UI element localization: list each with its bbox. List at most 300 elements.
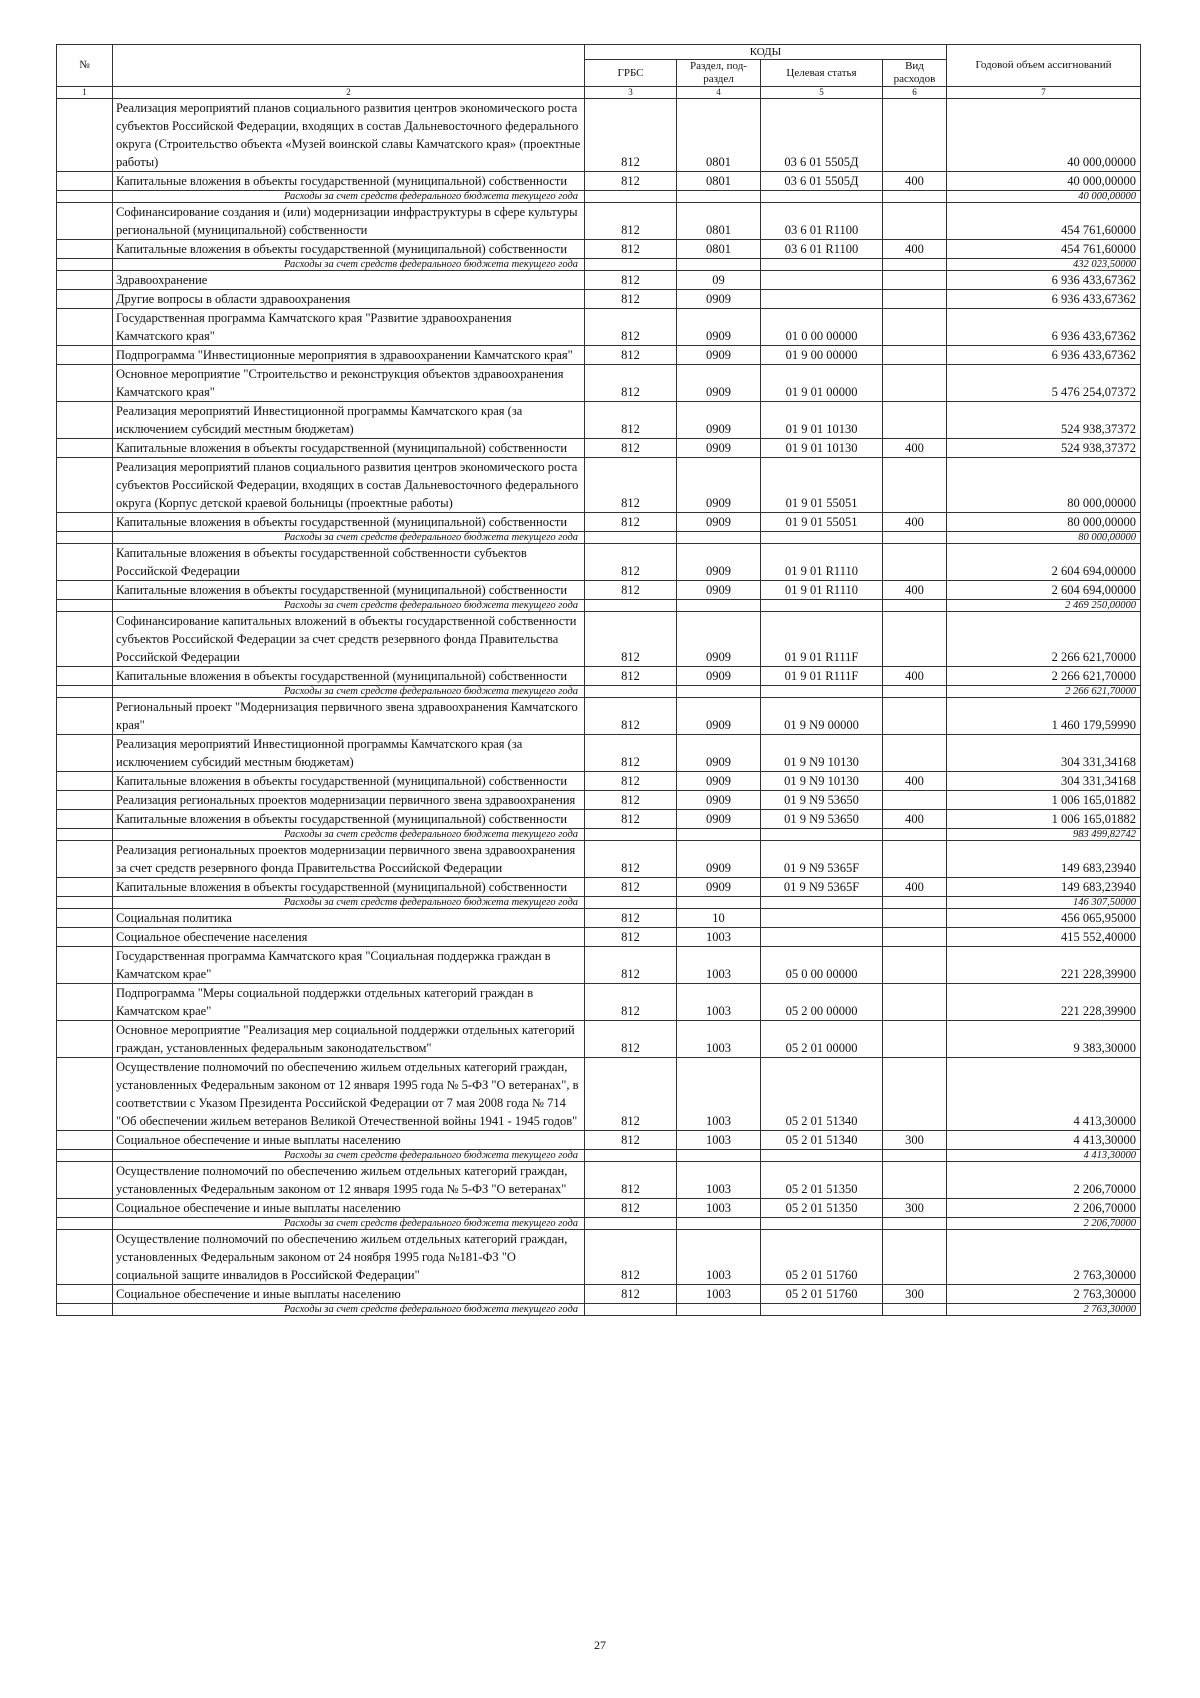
row-number-cell [57, 513, 113, 532]
row-name-cell: Софинансирование капитальных вложений в объекты государственной собственности субъектов Российской Федерации за счет средств резервного фонда Правительства Российской Федерации [113, 612, 585, 667]
row-number-cell [57, 686, 113, 698]
row-name-cell: Расходы за счет средств федерального бюджета текущего года [113, 829, 585, 841]
row-amount-cell: 2 763,30000 [947, 1285, 1141, 1304]
row-vid-cell [883, 99, 947, 172]
row-name-cell: Подпрограмма "Инвестиционные мероприятия в здравоохранении Камчатского края" [113, 346, 585, 365]
table-row [57, 1058, 1141, 1131]
row-razdel-cell [677, 686, 761, 698]
row-target-cell [761, 686, 883, 698]
row-vid-cell [883, 791, 947, 810]
row-vid-cell [883, 532, 947, 544]
table-row [57, 1021, 1141, 1058]
table-row [57, 612, 1141, 667]
row-amount-cell: 9 383,30000 [947, 1021, 1141, 1058]
row-number-cell [57, 878, 113, 897]
row-target-cell: 05 0 00 00000 [761, 947, 883, 984]
row-vid-cell [883, 365, 947, 402]
row-razdel-cell: 1003 [677, 1230, 761, 1285]
row-name-cell: Капитальные вложения в объекты государственной (муниципальной) собственности [113, 439, 585, 458]
row-grbs-cell: 812 [585, 791, 677, 810]
row-number-cell [57, 829, 113, 841]
row-grbs-cell: 812 [585, 878, 677, 897]
row-razdel-cell: 0909 [677, 513, 761, 532]
row-grbs-cell: 812 [585, 365, 677, 402]
row-vid-cell: 400 [883, 240, 947, 259]
row-grbs-cell [585, 1150, 677, 1162]
row-amount-cell: 2 266 621,70000 [947, 612, 1141, 667]
row-number-cell [57, 240, 113, 259]
row-vid-cell: 400 [883, 513, 947, 532]
row-grbs-cell: 812 [585, 1131, 677, 1150]
row-grbs-cell [585, 600, 677, 612]
row-razdel-cell: 0909 [677, 772, 761, 791]
row-grbs-cell: 812 [585, 947, 677, 984]
table-row [57, 513, 1141, 532]
row-razdel-cell: 0909 [677, 810, 761, 829]
row-razdel-cell [677, 897, 761, 909]
table-row [57, 1285, 1141, 1304]
row-amount-cell: 2 763,30000 [947, 1230, 1141, 1285]
row-amount-cell: 2 206,70000 [947, 1162, 1141, 1199]
federal-funds-row [57, 897, 1141, 909]
row-vid-cell [883, 984, 947, 1021]
row-vid-cell [883, 544, 947, 581]
row-grbs-cell: 812 [585, 99, 677, 172]
header-target: Целевая статья [761, 60, 883, 87]
federal-funds-row [57, 191, 1141, 203]
row-razdel-cell: 0801 [677, 240, 761, 259]
row-amount-cell: 524 938,37372 [947, 402, 1141, 439]
row-number-cell [57, 698, 113, 735]
federal-funds-row [57, 686, 1141, 698]
row-grbs-cell: 812 [585, 458, 677, 513]
row-amount-cell: 454 761,60000 [947, 203, 1141, 240]
row-name-cell: Капитальные вложения в объекты государственной (муниципальной) собственности [113, 772, 585, 791]
row-amount-cell: 304 331,34168 [947, 772, 1141, 791]
row-number-cell [57, 791, 113, 810]
row-grbs-cell: 812 [585, 309, 677, 346]
row-name-cell: Капитальные вложения в объекты государственной собственности субъектов Российской Федерации [113, 544, 585, 581]
row-amount-cell: 524 938,37372 [947, 439, 1141, 458]
row-vid-cell [883, 191, 947, 203]
row-name-cell: Софинансирование создания и (или) модернизации инфраструктуры в сфере культуры региональной (муниципальной) собственности [113, 203, 585, 240]
row-target-cell: 03 6 01 5505Д [761, 99, 883, 172]
row-grbs-cell: 812 [585, 841, 677, 878]
row-target-cell: 01 9 N9 53650 [761, 810, 883, 829]
row-number-cell [57, 290, 113, 309]
row-razdel-cell [677, 600, 761, 612]
row-grbs-cell [585, 686, 677, 698]
row-target-cell: 01 9 01 R111F [761, 667, 883, 686]
row-vid-cell [883, 1230, 947, 1285]
row-target-cell: 01 9 N9 5365F [761, 841, 883, 878]
header-amount: Годовой объем ассигнований [947, 45, 1141, 87]
row-number-cell [57, 203, 113, 240]
federal-funds-row [57, 600, 1141, 612]
row-target-cell: 01 9 N9 10130 [761, 735, 883, 772]
row-number-cell [57, 1230, 113, 1285]
row-grbs-cell [585, 829, 677, 841]
row-vid-cell [883, 909, 947, 928]
row-vid-cell [883, 1218, 947, 1230]
table-row [57, 928, 1141, 947]
row-vid-cell [883, 686, 947, 698]
row-amount-cell: 221 228,39900 [947, 984, 1141, 1021]
row-grbs-cell: 812 [585, 772, 677, 791]
row-number-cell [57, 402, 113, 439]
table-row [57, 346, 1141, 365]
row-grbs-cell: 812 [585, 1230, 677, 1285]
row-amount-cell: 149 683,23940 [947, 841, 1141, 878]
table-row [57, 99, 1141, 172]
row-name-cell: Капитальные вложения в объекты государственной (муниципальной) собственности [113, 240, 585, 259]
row-vid-cell: 400 [883, 439, 947, 458]
row-name-cell: Реализация региональных проектов модернизации первичного звена здравоохранения [113, 791, 585, 810]
row-target-cell [761, 271, 883, 290]
row-number-cell [57, 667, 113, 686]
row-name-cell: Капитальные вложения в объекты государственной (муниципальной) собственности [113, 581, 585, 600]
row-amount-cell: 149 683,23940 [947, 878, 1141, 897]
row-vid-cell [883, 1021, 947, 1058]
row-number-cell [57, 1150, 113, 1162]
row-name-cell: Капитальные вложения в объекты государственной (муниципальной) собственности [113, 513, 585, 532]
row-grbs-cell: 812 [585, 1199, 677, 1218]
row-target-cell: 01 9 01 00000 [761, 365, 883, 402]
row-amount-cell: 2 206,70000 [947, 1199, 1141, 1218]
table-row [57, 458, 1141, 513]
row-vid-cell [883, 402, 947, 439]
row-vid-cell [883, 309, 947, 346]
row-target-cell [761, 191, 883, 203]
row-name-cell: Расходы за счет средств федерального бюджета текущего года [113, 191, 585, 203]
row-vid-cell [883, 897, 947, 909]
row-grbs-cell: 812 [585, 203, 677, 240]
row-vid-cell [883, 1162, 947, 1199]
column-number: 3 [585, 87, 677, 99]
row-number-cell [57, 439, 113, 458]
row-number-cell [57, 172, 113, 191]
federal-funds-row [57, 532, 1141, 544]
federal-funds-row [57, 1304, 1141, 1316]
row-name-cell: Государственная программа Камчатского края "Развитие здравоохранения Камчатского края" [113, 309, 585, 346]
row-amount-cell: 80 000,00000 [947, 458, 1141, 513]
row-razdel-cell: 0909 [677, 290, 761, 309]
table-row [57, 810, 1141, 829]
row-vid-cell: 400 [883, 772, 947, 791]
row-razdel-cell [677, 829, 761, 841]
row-amount-cell: 304 331,34168 [947, 735, 1141, 772]
row-vid-cell [883, 1304, 947, 1316]
row-razdel-cell: 0801 [677, 203, 761, 240]
row-razdel-cell: 09 [677, 271, 761, 290]
row-vid-cell [883, 458, 947, 513]
row-target-cell: 01 9 00 00000 [761, 346, 883, 365]
row-name-cell: Социальное обеспечение и иные выплаты населению [113, 1285, 585, 1304]
row-vid-cell [883, 841, 947, 878]
row-razdel-cell [677, 1304, 761, 1316]
row-amount-cell: 5 476 254,07372 [947, 365, 1141, 402]
table-row [57, 544, 1141, 581]
row-number-cell [57, 947, 113, 984]
row-razdel-cell: 0909 [677, 439, 761, 458]
row-grbs-cell: 812 [585, 1285, 677, 1304]
table-row [57, 947, 1141, 984]
row-amount-cell: 4 413,30000 [947, 1058, 1141, 1131]
federal-funds-row [57, 259, 1141, 271]
row-number-cell [57, 1285, 113, 1304]
row-name-cell: Расходы за счет средств федерального бюджета текущего года [113, 1150, 585, 1162]
row-number-cell [57, 259, 113, 271]
row-vid-cell [883, 290, 947, 309]
row-name-cell: Реализация региональных проектов модернизации первичного звена здравоохранения за счет средств резервного фонда Правительства Российской Федерации [113, 841, 585, 878]
column-number: 1 [57, 87, 113, 99]
row-razdel-cell: 0909 [677, 346, 761, 365]
row-amount-cell: 146 307,50000 [947, 897, 1141, 909]
row-grbs-cell: 812 [585, 402, 677, 439]
row-razdel-cell: 0909 [677, 841, 761, 878]
row-razdel-cell: 0909 [677, 667, 761, 686]
row-number-cell [57, 909, 113, 928]
row-grbs-cell: 812 [585, 439, 677, 458]
row-vid-cell [883, 259, 947, 271]
row-amount-cell: 6 936 433,67362 [947, 309, 1141, 346]
row-vid-cell [883, 600, 947, 612]
row-grbs-cell: 812 [585, 909, 677, 928]
row-target-cell [761, 259, 883, 271]
row-name-cell: Реализация мероприятий Инвестиционной программы Камчатского края (за исключением субсидий местным бюджетам) [113, 402, 585, 439]
row-target-cell [761, 909, 883, 928]
column-number: 6 [883, 87, 947, 99]
table-row [57, 365, 1141, 402]
row-vid-cell [883, 829, 947, 841]
row-number-cell [57, 841, 113, 878]
column-number: 7 [947, 87, 1141, 99]
row-amount-cell: 1 460 179,59990 [947, 698, 1141, 735]
row-razdel-cell: 0909 [677, 458, 761, 513]
table-row [57, 772, 1141, 791]
row-vid-cell [883, 612, 947, 667]
row-razdel-cell [677, 1150, 761, 1162]
row-vid-cell: 400 [883, 667, 947, 686]
header-vid: Вид расходов [883, 60, 947, 87]
row-name-cell: Социальная политика [113, 909, 585, 928]
row-target-cell: 05 2 01 51340 [761, 1131, 883, 1150]
row-amount-cell: 2 604 694,00000 [947, 581, 1141, 600]
federal-funds-row [57, 1218, 1141, 1230]
row-vid-cell [883, 203, 947, 240]
row-number-cell [57, 271, 113, 290]
row-amount-cell: 432 023,50000 [947, 259, 1141, 271]
row-grbs-cell [585, 1218, 677, 1230]
row-razdel-cell: 1003 [677, 1162, 761, 1199]
table-row [57, 1162, 1141, 1199]
row-vid-cell: 300 [883, 1131, 947, 1150]
row-name-cell: Здравоохранение [113, 271, 585, 290]
row-number-cell [57, 1218, 113, 1230]
row-amount-cell: 2 469 250,00000 [947, 600, 1141, 612]
row-number-cell [57, 928, 113, 947]
row-name-cell: Реализация мероприятий планов социального развития центров экономического роста субъектов Российской Федерации, входящих в состав Дальневосточного федерального округа (Строительство объекта «Музей воинской славы Камчатского края» (проектные работы) [113, 99, 585, 172]
row-name-cell: Расходы за счет средств федерального бюджета текущего года [113, 259, 585, 271]
row-target-cell: 01 9 N9 5365F [761, 878, 883, 897]
row-grbs-cell: 812 [585, 240, 677, 259]
table-row [57, 698, 1141, 735]
row-name-cell: Расходы за счет средств федерального бюджета текущего года [113, 1218, 585, 1230]
row-target-cell: 05 2 01 51760 [761, 1230, 883, 1285]
row-target-cell: 01 9 N9 00000 [761, 698, 883, 735]
table-row [57, 240, 1141, 259]
row-amount-cell: 221 228,39900 [947, 947, 1141, 984]
row-grbs-cell [585, 532, 677, 544]
row-target-cell: 01 9 01 R1110 [761, 544, 883, 581]
row-name-cell: Расходы за счет средств федерального бюджета текущего года [113, 532, 585, 544]
row-vid-cell: 400 [883, 581, 947, 600]
row-name-cell: Государственная программа Камчатского края "Социальная поддержка граждан в Камчатском крае" [113, 947, 585, 984]
row-target-cell: 03 6 01 R1100 [761, 240, 883, 259]
row-amount-cell: 6 936 433,67362 [947, 346, 1141, 365]
row-amount-cell: 40 000,00000 [947, 172, 1141, 191]
row-grbs-cell: 812 [585, 346, 677, 365]
row-grbs-cell: 812 [585, 581, 677, 600]
row-amount-cell: 4 413,30000 [947, 1131, 1141, 1150]
row-number-cell [57, 1162, 113, 1199]
row-name-cell: Реализация мероприятий планов социального развития центров экономического роста субъектов Российской Федерации, входящих в состав Дальневосточного федерального округа (Корпус детской краевой больницы (проектные работы) [113, 458, 585, 513]
row-target-cell: 01 9 01 R111F [761, 612, 883, 667]
row-number-cell [57, 984, 113, 1021]
row-target-cell [761, 897, 883, 909]
row-grbs-cell [585, 1304, 677, 1316]
row-number-cell [57, 346, 113, 365]
row-razdel-cell [677, 191, 761, 203]
table-row [57, 1230, 1141, 1285]
row-vid-cell [883, 1150, 947, 1162]
row-target-cell: 05 2 01 51760 [761, 1285, 883, 1304]
row-amount-cell: 454 761,60000 [947, 240, 1141, 259]
row-target-cell [761, 1304, 883, 1316]
row-target-cell: 01 9 01 55051 [761, 513, 883, 532]
row-amount-cell: 456 065,95000 [947, 909, 1141, 928]
row-amount-cell: 2 266 621,70000 [947, 686, 1141, 698]
row-number-cell [57, 309, 113, 346]
row-razdel-cell: 0909 [677, 309, 761, 346]
row-razdel-cell: 1003 [677, 1021, 761, 1058]
row-number-cell [57, 600, 113, 612]
row-vid-cell: 300 [883, 1199, 947, 1218]
column-number: 4 [677, 87, 761, 99]
row-razdel-cell [677, 532, 761, 544]
row-amount-cell: 80 000,00000 [947, 532, 1141, 544]
row-razdel-cell: 0801 [677, 172, 761, 191]
row-number-cell [57, 532, 113, 544]
header-number: № [57, 45, 113, 87]
row-target-cell: 01 9 N9 53650 [761, 791, 883, 810]
row-amount-cell: 1 006 165,01882 [947, 810, 1141, 829]
row-amount-cell: 40 000,00000 [947, 191, 1141, 203]
table-row [57, 1131, 1141, 1150]
row-vid-cell [883, 1058, 947, 1131]
row-name-cell: Социальное обеспечение и иные выплаты населению [113, 1199, 585, 1218]
row-name-cell: Капитальные вложения в объекты государственной (муниципальной) собственности [113, 878, 585, 897]
row-target-cell [761, 600, 883, 612]
row-vid-cell: 400 [883, 810, 947, 829]
row-number-cell [57, 1131, 113, 1150]
row-name-cell: Социальное обеспечение и иные выплаты населению [113, 1131, 585, 1150]
row-razdel-cell: 0909 [677, 735, 761, 772]
row-name-cell: Расходы за счет средств федерального бюджета текущего года [113, 686, 585, 698]
row-razdel-cell: 0909 [677, 544, 761, 581]
row-grbs-cell: 812 [585, 1021, 677, 1058]
row-grbs-cell: 812 [585, 612, 677, 667]
row-grbs-cell: 812 [585, 172, 677, 191]
row-razdel-cell: 1003 [677, 1058, 761, 1131]
row-number-cell [57, 612, 113, 667]
table-row [57, 909, 1141, 928]
row-vid-cell: 400 [883, 878, 947, 897]
row-name-cell: Осуществление полномочий по обеспечению жильем отдельных категорий граждан, установленных Федеральным законом от 12 января 1995 года № 5-ФЗ "О ветеранах", в соответствии с Указом Президента Российской Федерации от 7 мая 2008 года № 714 "Об обеспечении жильем ветеранов Великой Отечественной войны 1941 - 1945 годов" [113, 1058, 585, 1131]
row-number-cell [57, 735, 113, 772]
table-row [57, 791, 1141, 810]
table-row [57, 1199, 1141, 1218]
row-vid-cell [883, 947, 947, 984]
row-razdel-cell: 0909 [677, 791, 761, 810]
row-name-cell: Региональный проект "Модернизация первичного звена здравоохранения Камчатского края" [113, 698, 585, 735]
row-razdel-cell [677, 259, 761, 271]
row-amount-cell: 983 499,82742 [947, 829, 1141, 841]
row-target-cell: 05 2 00 00000 [761, 984, 883, 1021]
row-name-cell: Социальное обеспечение населения [113, 928, 585, 947]
row-number-cell [57, 772, 113, 791]
row-target-cell: 01 9 01 55051 [761, 458, 883, 513]
row-target-cell: 01 9 01 10130 [761, 402, 883, 439]
row-razdel-cell: 1003 [677, 1131, 761, 1150]
row-razdel-cell: 0801 [677, 99, 761, 172]
row-name-cell: Основное мероприятие "Строительство и реконструкция объектов здравоохранения Камчатского края" [113, 365, 585, 402]
row-amount-cell: 4 413,30000 [947, 1150, 1141, 1162]
row-razdel-cell: 10 [677, 909, 761, 928]
row-target-cell [761, 829, 883, 841]
row-number-cell [57, 458, 113, 513]
federal-funds-row [57, 829, 1141, 841]
row-amount-cell: 2 763,30000 [947, 1304, 1141, 1316]
row-amount-cell: 6 936 433,67362 [947, 290, 1141, 309]
row-vid-cell [883, 698, 947, 735]
row-amount-cell: 2 206,70000 [947, 1218, 1141, 1230]
row-target-cell: 01 0 00 00000 [761, 309, 883, 346]
row-target-cell: 05 2 01 51350 [761, 1199, 883, 1218]
row-number-cell [57, 1058, 113, 1131]
row-razdel-cell [677, 1218, 761, 1230]
table-row [57, 984, 1141, 1021]
table-row [57, 581, 1141, 600]
row-number-cell [57, 581, 113, 600]
row-razdel-cell: 0909 [677, 365, 761, 402]
row-target-cell: 01 9 01 10130 [761, 439, 883, 458]
row-number-cell [57, 365, 113, 402]
row-grbs-cell: 812 [585, 271, 677, 290]
row-grbs-cell: 812 [585, 735, 677, 772]
row-name-cell: Подпрограмма "Меры социальной поддержки отдельных категорий граждан в Камчатском крае" [113, 984, 585, 1021]
row-number-cell [57, 810, 113, 829]
federal-funds-row [57, 1150, 1141, 1162]
column-number: 5 [761, 87, 883, 99]
row-razdel-cell: 1003 [677, 984, 761, 1021]
row-grbs-cell: 812 [585, 544, 677, 581]
row-grbs-cell: 812 [585, 290, 677, 309]
table-row [57, 271, 1141, 290]
row-razdel-cell: 0909 [677, 581, 761, 600]
row-grbs-cell: 812 [585, 810, 677, 829]
row-vid-cell [883, 346, 947, 365]
